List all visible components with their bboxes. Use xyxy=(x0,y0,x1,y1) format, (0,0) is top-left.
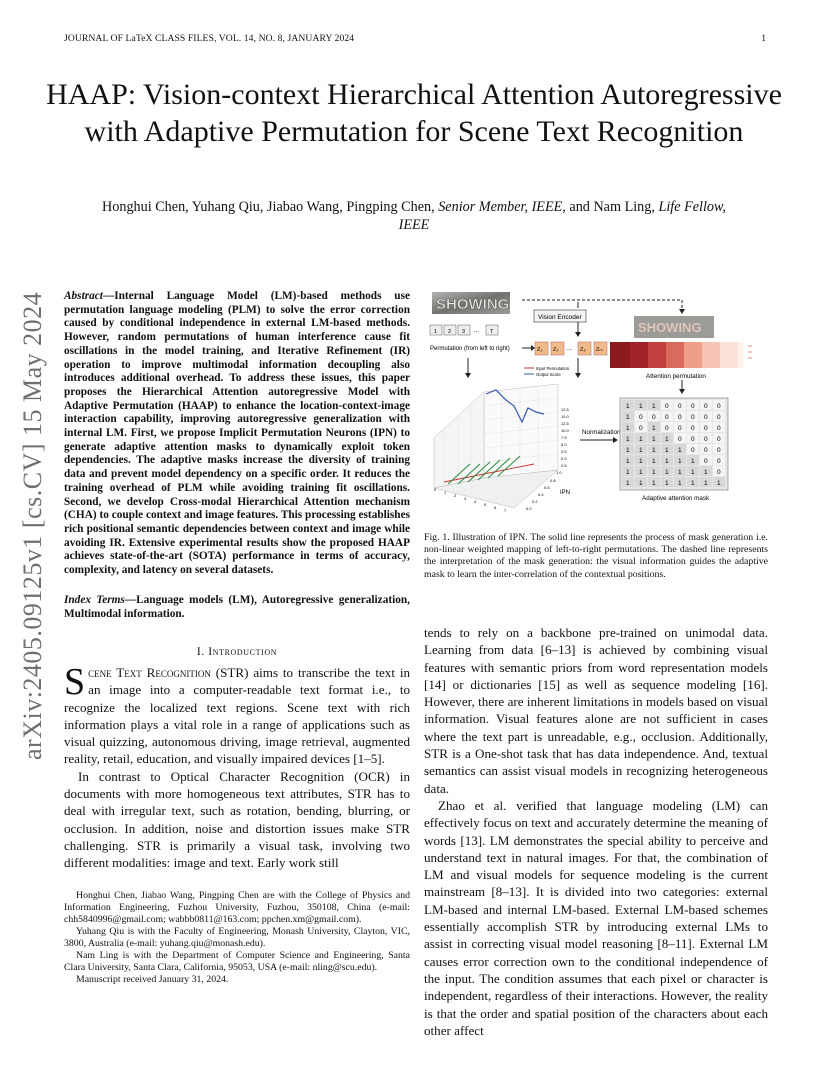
mask-value: 1 xyxy=(626,458,630,465)
intro-left-column xyxy=(64,661,411,872)
index-terms-label: Index Terms xyxy=(64,594,125,606)
mask-value: 1 xyxy=(652,480,656,487)
y-tick: 0.6 xyxy=(544,485,550,490)
adaptive-mask-label: Adaptive attention mask xyxy=(642,495,710,502)
paper-title: HAAP: Vision-context Hierarchical Attention Autoregressive with Adaptive Permutation for Scene Text Recognition xyxy=(46,78,782,148)
z-token: Z₁ xyxy=(537,347,543,353)
ipn-axis-label: IPN xyxy=(560,490,571,496)
intro-lead-caps: cene Text Recognition xyxy=(88,665,211,680)
mask-value: 0 xyxy=(665,414,669,421)
footnotes xyxy=(64,890,410,986)
z-tick: 10.0 xyxy=(561,414,569,419)
section-title: Introduction xyxy=(208,646,278,658)
mask-value: 1 xyxy=(652,469,656,476)
mask-value: 1 xyxy=(626,469,630,476)
x-tick: 0 xyxy=(434,487,437,492)
mask-value: 0 xyxy=(639,425,643,432)
caption-label: Fig. 1. xyxy=(424,532,450,543)
perm-token: ... xyxy=(474,328,480,334)
author-names: Honghui Chen, Yuhang Qiu, Jiabao Wang, Pingping Chen, xyxy=(102,199,435,215)
mask-value: 0 xyxy=(717,403,721,410)
legend-input: Input Permutation xyxy=(536,366,570,371)
drop-cap: S xyxy=(64,661,86,703)
perm-token: 3 xyxy=(462,329,466,335)
x-tick: 6 xyxy=(494,505,497,510)
figure-1 xyxy=(424,288,768,520)
mask-value: 0 xyxy=(717,447,721,454)
mask-value: 0 xyxy=(704,425,708,432)
perm-token: 2 xyxy=(448,329,452,335)
mask-value: 0 xyxy=(665,403,669,410)
mask-value: 1 xyxy=(678,458,682,465)
z-tokens xyxy=(535,342,607,355)
perm-token: T xyxy=(490,329,494,335)
mask-value: 1 xyxy=(652,425,656,432)
mask-value: 1 xyxy=(678,447,682,454)
footnote-manuscript: Manuscript received January 31, 2024. xyxy=(76,974,229,985)
mask-value: 1 xyxy=(665,458,669,465)
z-token: Z₃ xyxy=(580,347,586,353)
y-tick: 1.0 xyxy=(556,470,562,475)
running-head: JOURNAL OF LaTeX CLASS FILES, VOL. 14, NO. 8, JANUARY 2024 xyxy=(64,33,355,44)
scene-text-image xyxy=(432,292,510,314)
mask-value: 1 xyxy=(678,480,682,487)
mask-value: 1 xyxy=(626,403,630,410)
adaptive-mask-matrix xyxy=(620,398,728,490)
mask-value: 0 xyxy=(704,447,708,454)
permutation-label: Permutation (from left to right) xyxy=(430,346,510,352)
ipn-3d-plot xyxy=(434,384,570,513)
mask-value: 1 xyxy=(639,436,643,443)
index-terms xyxy=(64,594,410,621)
mask-value: 0 xyxy=(691,447,695,454)
mask-value: 0 xyxy=(691,425,695,432)
footnote-affiliation-2: Yuhang Qiu is with the Faculty of Engineering, Monash University, Clayton, VIC, 3800, Australia (e-mail: yuhang.qiu@monash.edu). xyxy=(64,926,410,949)
x-tick: 7 xyxy=(504,508,507,513)
z-tick: 12.5 xyxy=(561,421,569,426)
mask-value: 1 xyxy=(626,436,630,443)
mask-value: 0 xyxy=(717,425,721,432)
perm-token: 1 xyxy=(434,329,438,335)
mask-value: 0 xyxy=(717,436,721,443)
mask-value: 1 xyxy=(704,480,708,487)
vision-encoder-label: Vision Encoder xyxy=(538,314,582,321)
mask-value: 1 xyxy=(717,480,721,487)
index-terms-text: —Language models (LM), Autoregressive generalization, Multimodal information. xyxy=(64,594,410,620)
x-tick: 3 xyxy=(464,496,467,501)
attention-permutation-label: Attention permutation xyxy=(646,373,706,380)
intro-right-paragraph-2: Zhao et al. verified that language modeling (LM) can effectively focus on text and accurately determine the meaning of words [13]. LM demonstrates the special ability to perceive and understand text in natural images. For that, the combination of LM and visual models for sequence modeling is the current mainstream [8–13]. It is divided into two categories: external LM-based and internal LM-based. External LM-based schemes essentially accomplish STR by introducing external LMs to assist in correcting visual model reasoning [8–11]. External LM causes error correction own to the conditional independence of the input. The condition assumes that each pixel or character is independent, regardless of their interactions. However, the reality is that the order and spatial position of the characters about each other affect xyxy=(424,797,768,1038)
caption-text: Illustration of IPN. The solid line represents the process of mask generation i.e. non-linear weighted mapping of left-to-right permutations. The dashed line represents the interpretation of the mask generation: the visual information guides the adaptive mask to learn the inter-correlation of the contextual positions. xyxy=(424,532,768,580)
intro-right-paragraph-1: tends to rely on a backbone pre-trained on unimodal data. Learning from data [6–13] is achieved by combining visual features with semantic priors from word representation models [14] or dictionaries [15] as well as sequence modeling [16]. However, there are inherent limitations in models based on visual information. Visual features alone are not sufficient in cases where the text part is unreadable, e.g., occlusion. Additionally, STR is a One-shot task that has data independence. And, textual semantics can assist visual models in recognizing heterogeneous data. xyxy=(424,625,768,796)
z-tick: 12.5 xyxy=(561,407,569,412)
permutation-tokens xyxy=(430,325,498,335)
abstract-text: —Internal Language Model (LM)-based methods use permutation language modeling (PLM) to solve the error correction caused by conditional independence in external LM-based methods. However, random permutations of human interference cause fit oscillations in the model training, and Iterative Refinement (IR) operation to improve multimodal information decoupling also introduces additional overhead. To address these issues, this paper proposes the Hierarchical Attention autoregressive Model with Adaptive Permutation (HAAP) to enhance the location-context-image interaction capability, improving autoregressive generalization with internal LM. First, we propose Implicit Permutation Neurons (IPN) to generate adaptive attention masks to dynamically exploit token dependencies. The adaptive masks increase the diversity of training data and prevent model dependency on a specific order. It reduces the training overhead of PLM while avoiding training fit oscillations. Second, we develop Cross-modal Hierarchical Attention mechanism (CHA) to couple context and image features. This processing establishes rich positional semantic dependencies between context and image while avoiding IR. Extensive experimental results show the proposed HAAP achieves state-of-the-art (SOTA) performance in terms of accuracy, complexity, and latency on several datasets. xyxy=(64,290,410,577)
mask-value: 0 xyxy=(678,425,682,432)
mask-value: 1 xyxy=(626,447,630,454)
x-tick: 4 xyxy=(474,499,477,504)
z-tick: 7.5 xyxy=(561,435,567,440)
mask-value: 0 xyxy=(717,469,721,476)
mask-value: 1 xyxy=(665,469,669,476)
y-tick: 0.2 xyxy=(532,499,538,504)
mask-value: 1 xyxy=(665,447,669,454)
mask-value: 1 xyxy=(691,469,695,476)
mask-value: 0 xyxy=(704,414,708,421)
abstract-label: Abstract xyxy=(64,290,103,302)
z-token: Z₂ xyxy=(553,347,559,353)
figure-caption xyxy=(424,532,768,581)
arxiv-stamp: arXiv:2405.09125v1 [cs.CV] 15 May 2024 xyxy=(18,291,47,760)
mask-value: 1 xyxy=(626,414,630,421)
normalization-label: Normalization xyxy=(582,429,621,436)
mask-value: 0 xyxy=(691,414,695,421)
mask-value: 1 xyxy=(665,436,669,443)
y-tick: 0.4 xyxy=(538,492,544,497)
x-tick: 2 xyxy=(454,493,457,498)
x-tick: 1 xyxy=(444,490,447,495)
mask-value: 0 xyxy=(665,425,669,432)
mask-value: 0 xyxy=(717,414,721,421)
mask-value: 1 xyxy=(626,425,630,432)
z-tick: 0.0 xyxy=(561,456,567,461)
z-token: Zₘ xyxy=(596,347,603,353)
z-tick: 5.0 xyxy=(561,442,567,447)
mask-value: 0 xyxy=(704,458,708,465)
mask-value: 1 xyxy=(639,469,643,476)
z-tick: 2.5 xyxy=(561,449,567,454)
mask-value: 0 xyxy=(691,436,695,443)
overlay-word: SHOWING xyxy=(638,320,702,335)
mask-value: 1 xyxy=(691,480,695,487)
z-token: ... xyxy=(567,346,573,352)
mask-value: 1 xyxy=(704,469,708,476)
mask-value: 1 xyxy=(652,403,656,410)
section-number: I. xyxy=(196,646,205,658)
mask-value: 1 xyxy=(652,458,656,465)
intro-paragraph-1 xyxy=(64,661,411,768)
author-role-chen: Senior Member, IEEE, xyxy=(438,199,566,215)
footnote-affiliation-1: Honghui Chen, Jiabao Wang, Pingping Chen are with the College of Physics and Information Engineering, Fuzhou University, Fuzhou, 350108, China (e-mail: chh5840996@gmail.com; wabbb0811@163.com; ppchen.xm@gmail.com). xyxy=(64,890,410,925)
mask-value: 0 xyxy=(639,414,643,421)
z-tick: 2.5 xyxy=(561,463,567,468)
mask-value: 1 xyxy=(639,403,643,410)
mask-value: 0 xyxy=(717,458,721,465)
intro-paragraph-2: In contrast to Optical Character Recognition (OCR) in documents with more homogeneous text attributes, STR has to deal with irregular text, such as rotation, bending, blurring, or occlusion. In addition, noise and distortion issues make STR challenging. STR is primarily a visual task, involving two different modalities: image and text. Early work still xyxy=(64,768,410,871)
figure-1-graphic xyxy=(424,288,768,520)
intro-right-column xyxy=(424,624,768,1039)
mask-value: 1 xyxy=(691,458,695,465)
mask-value: 1 xyxy=(665,480,669,487)
mask-value: 0 xyxy=(678,414,682,421)
x-tick: 5 xyxy=(484,502,487,507)
mask-value: 1 xyxy=(652,436,656,443)
page-number: 1 xyxy=(761,33,766,44)
footnote-affiliation-3: Nam Ling is with the Department of Computer Science and Engineering, Santa Clara University, Santa Clara, California, 95053, USA (e-mail: nling@scu.edu). xyxy=(64,950,410,973)
abstract xyxy=(64,290,410,578)
mask-value: 0 xyxy=(704,436,708,443)
mask-value: 1 xyxy=(678,469,682,476)
mask-value: 0 xyxy=(678,403,682,410)
y-tick: 0.8 xyxy=(550,478,556,483)
author-role-ling: Life Fellow, IEEE xyxy=(398,199,726,233)
intro-p1-text: (STR) aims to transcribe the text in an image into a computer-readable text format i.e., to recognize the localized text regions. Scene text with rich information plays a vital role in a range of applications such as visual quizzing, autonomous driving, image retrieval, augmented reality, retail, education, and visually impaired devices [1–5]. xyxy=(64,665,411,767)
mask-value: 0 xyxy=(704,403,708,410)
attention-strip xyxy=(610,316,752,368)
section-heading xyxy=(64,646,410,658)
mask-value: 1 xyxy=(626,480,630,487)
author-list xyxy=(100,198,728,234)
mask-value: 1 xyxy=(639,480,643,487)
legend-output: Output Score xyxy=(536,372,561,377)
mask-value: 0 xyxy=(691,403,695,410)
mask-value: 0 xyxy=(652,414,656,421)
mask-value: 1 xyxy=(639,447,643,454)
author-ling: and Nam Ling, xyxy=(569,199,655,215)
mask-value: 0 xyxy=(678,436,682,443)
y-tick: 0.0 xyxy=(526,506,532,511)
mask-value: 1 xyxy=(652,447,656,454)
z-tick: 10.0 xyxy=(561,428,569,433)
scene-word: SHOWING xyxy=(436,296,510,313)
mask-value: 1 xyxy=(639,458,643,465)
